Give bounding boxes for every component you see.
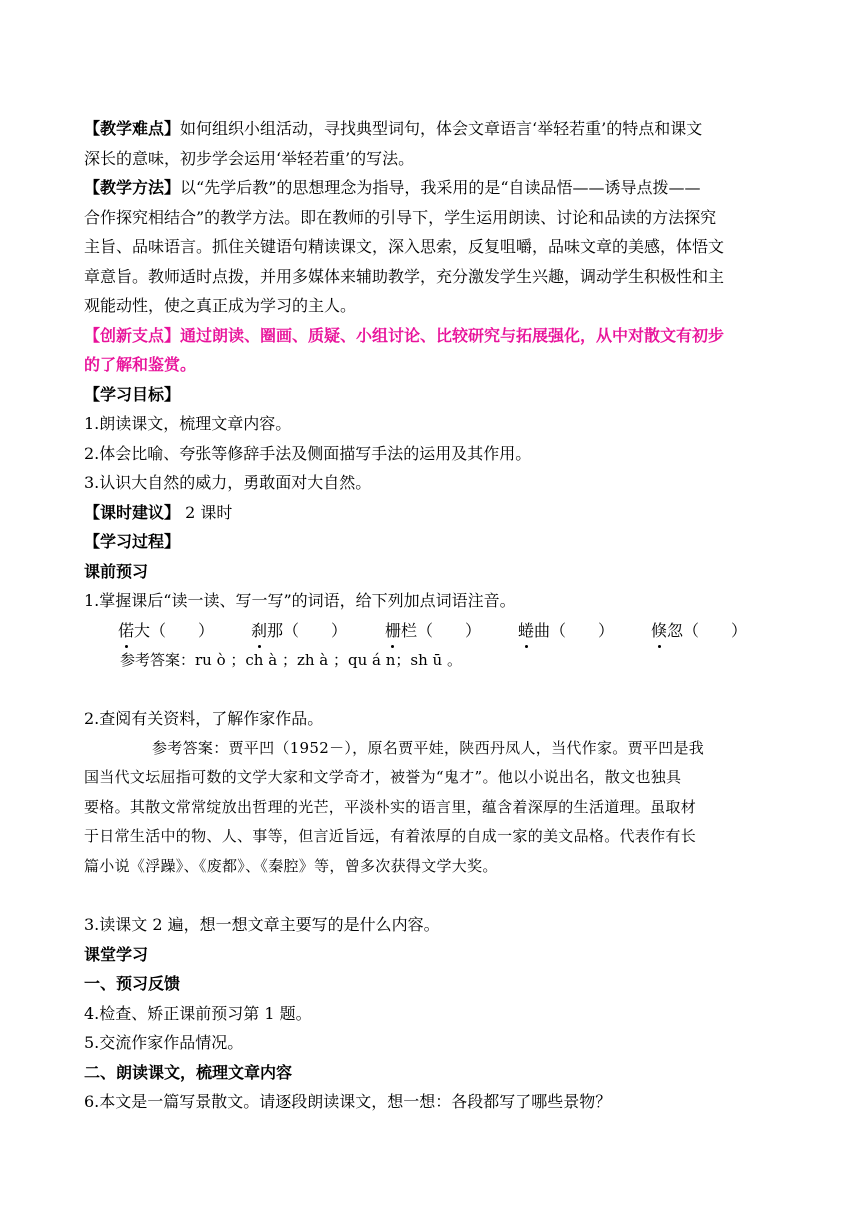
innovation-line-2: 的了解和鉴赏。 — [84, 355, 197, 374]
method-line-3: 主旨、品味语言。抓住关键语句精读课文，深入思索，反复咀嚼，品味文章的美感，体悟文 — [84, 237, 725, 256]
difficulty-label: 【教学难点】 — [84, 119, 181, 138]
innovation-label: 【创新支点】 — [84, 325, 181, 345]
spacer — [84, 881, 784, 910]
goal-item-2: 2.体会比喻、夸张等修辞手法及侧面描写手法的运用及其作用。 — [84, 443, 532, 463]
method-line-5: 观能动性，使之真正成为学习的主人。 — [84, 296, 357, 315]
word-item-3: 栅栏（ ） — [385, 616, 518, 646]
question-1: 1.掌握课后“读一读、写一写”的词语，给下列加点词语注音。 — [84, 591, 516, 610]
word-item-2: 刹那（ ） — [251, 616, 385, 646]
method-label: 【教学方法】 — [84, 178, 181, 197]
preview-title: 课前预习 — [84, 561, 149, 581]
answer-2-line-5: 篇小说《浮躁》、《废都》、《秦腔》等，曾多次获得文学大奖。 — [84, 856, 498, 875]
answer-1: 参考答案：ru ò ；ch à ；zh à ；qu á n；sh ū 。 — [120, 650, 462, 669]
section-1-heading: 一、预习反馈 — [84, 974, 181, 993]
difficulty-line-1: 【教学难点】如何组织小组活动，寻找典型词句，体会文章语言‘举轻若重’的特点和课文 — [84, 119, 703, 138]
question-3: 3.读课文 2 遍，想一想文章主要写的是什么内容。 — [84, 915, 440, 934]
hours-line — [84, 498, 784, 528]
hours-label: 【课时建议】 — [84, 502, 181, 522]
goal-item-3: 3.认识大自然的威力，勇敢面对大自然。 — [84, 473, 372, 492]
question-2: 2.查阅有关资料，了解作家作品。 — [84, 709, 324, 728]
goals-heading: 【学习目标】 — [84, 384, 181, 404]
hours-value: 2 课时 — [180, 502, 233, 522]
answer-2-line-1: 参考答案：贾平凹（1952－），原名贾平娃，陕西丹凤人，当代作家。贾平凹是我 — [152, 738, 705, 757]
method-line-2: 合作探究相结合”的教学方法。即在教师的引导下，学生运用朗读、讨论和品读的方法探究 — [84, 207, 717, 227]
word-item-4: 蜷曲（ ） — [518, 616, 651, 646]
question-4: 4.检查、矫正课前预习第 1 题。 — [84, 1003, 312, 1023]
process-heading: 【学习过程】 — [84, 532, 181, 551]
answer-2-line-3: 要格。其散文常常绽放出哲理的光芒，平淡朴实的语言里，蕴含着深厚的生活道理。虽取材 — [84, 797, 697, 816]
method-line-4: 章意旨。教师适时点拨，并用多媒体来辅助教学，充分激发学生兴趣，调动学生积极性和主 — [84, 266, 725, 286]
difficulty-line-2: 深长的意味，初步学会运用‘举轻若重’的写法。 — [84, 148, 415, 168]
question-5: 5.交流作家作品情况。 — [84, 1033, 244, 1052]
word-item-1: 偌大（ ） — [118, 616, 251, 646]
goal-item-1: 1.朗读课文，梳理文章内容。 — [84, 414, 292, 433]
word-item-5: 倏忽（ ） — [651, 616, 784, 646]
document-page — [84, 114, 784, 1117]
answer-2-line-4: 于日常生活中的物、人、事等，但言近旨远，有着浓厚的自成一家的美文品格。代表作有长 — [84, 827, 697, 845]
spacer — [84, 675, 784, 704]
section-2-heading: 二、朗读课文，梳理文章内容 — [84, 1062, 293, 1082]
class-title: 课堂学习 — [84, 944, 149, 964]
pinyin-word-row — [84, 616, 784, 646]
innovation-line-1: 【创新支点】通过朗读、圈画、质疑、小组讨论、比较研究与拓展强化，从中对散文有初步 — [84, 325, 725, 345]
question-6: 6.本文是一篇写景散文。请逐段朗读课文，想一想：各段都写了哪些景物？ — [84, 1092, 612, 1111]
method-line-1: 【教学方法】以“先学后教”的思想理念为指导，我采用的是“自读品悟——诱导点拨—— — [84, 178, 701, 197]
answer-2-line-2: 国当代文坛屈指可数的文学大家和文学奇才，被誉为“鬼才”。他以小说出名，散文也独具 — [84, 768, 682, 786]
